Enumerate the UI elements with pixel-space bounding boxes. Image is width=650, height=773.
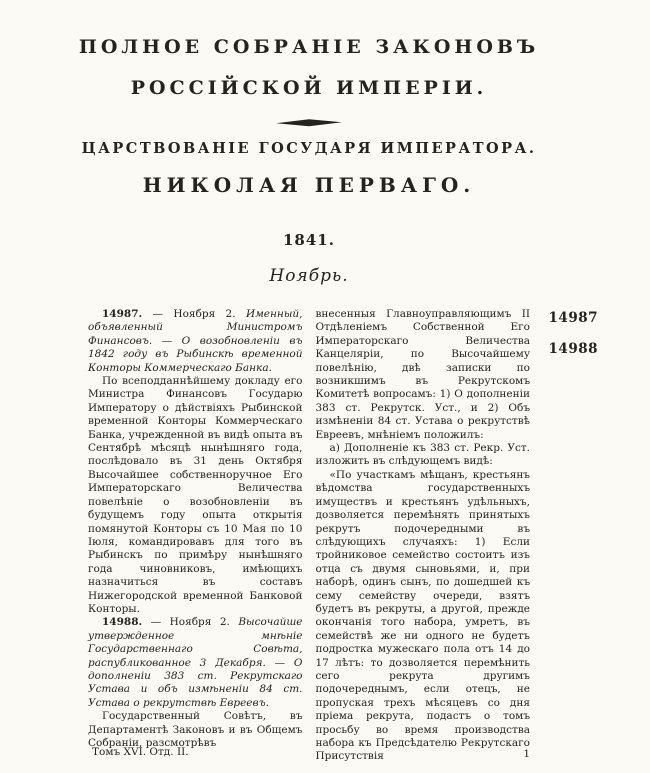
right-column	[316, 308, 531, 764]
emperor-name: НИКОЛАЯ ПЕРВАГО.	[142, 173, 476, 197]
entry-14988-quoted-text: «По участкамъ мѣщанъ, крестьянъ вѣдомства государственныхъ имуществъ и крестьянъ удѣльныхъ, дозволяется перемѣнять принятыхъ рекрутъ подочередными въ слѣдующихъ случаяхъ: 1) Если тройниковое семейство состоитъ изъ отца съ двумя сыновьями, и, при наборѣ, одинъ сынъ, по дошедшей къ сему семейству очереди, взятъ будетъ въ рекруты, а другой, прежде окончанія того набора, умретъ, въ семействѣ же ни одного не будетъ подростка мужескаго пола отъ 14 до 17 лѣтъ: то дозволяется перемѣнить сего рекрута другимъ подочереднымъ, если отецъ, не пропуская трехъ мѣсяцевъ со дня пріема рекрута, подастъ о томъ просьбу во время производства набора къ Предсѣдателю Рекрутскаго Присутствія	[315, 468, 530, 763]
entry-14987-number: 14987.	[102, 308, 143, 320]
entry-14988-number: 14988.	[102, 616, 143, 629]
page-number: 1	[523, 748, 530, 760]
left-column	[88, 308, 303, 764]
entry-14987-heading	[88, 308, 303, 375]
entry-14988-date: — Ноября 2.	[142, 616, 239, 629]
entry-14988-title: Высочайше утвержденное мнѣніе Государственнаго Совѣта, распубликованное 3 Декабря. — О дополненіи 383 ст. Рекрутскаго Устава и объ измѣненіи 84 ст. Устава о рекрутствѣ Евреевъ.	[88, 616, 303, 709]
collection-title-line1: ПОЛНОЕ СОБРАНІЕ ЗАКОНОВЪ	[78, 36, 540, 58]
year-heading: 1841.	[283, 231, 335, 249]
entry-14988-heading	[88, 616, 303, 710]
entry-14988-body-continued: внесенныя Главноуправляющимъ II Отдѣленіемъ Собственной Его Императорскаго Величества Канцеляріи, по Высочайшему повелѣнію, двѣ записки по возникшимъ въ Рекрутскомъ Комитетѣ вопросамъ: 1) О дополненіи 383 ст. Рекрутск. Уст., и 2) Объ измѣненіи 84 ст. Устава о рекрутствѣ Евреевъ, мнѣніемъ положилъ:	[315, 308, 530, 441]
month-heading: Ноябрь.	[269, 266, 349, 286]
ornamental-divider	[0, 112, 618, 131]
entry-14987-body: По всеподданнѣйшему докладу его Министра Финансовъ Государю Императору о дѣйствіяхъ Рыбинской временной Конторы Коммерческаго Банка, учрежденной въ видѣ опыта въ Сентябрѣ мѣсяцѣ нынѣшняго года, послѣдовало въ 31 день Октября Высочайшее собственноручное Его Императорскаго Величества повелѣніе о возобновленіи въ будущемъ году опыта открытія помянутой Конторы съ 10 Мая по 10 Іюля, командировавъ для того въ Рыбинскъ по примѣру нынѣшняго года чиновниковъ, имѣющихъ назначиться въ составъ Нижегородской временной Банковой Конторы.	[88, 375, 303, 615]
margin-number-14988: 14988	[548, 341, 598, 357]
text-columns	[88, 308, 530, 764]
volume-caption: Томъ XVI. Отд. II.	[92, 746, 189, 758]
collection-title-line2: РОССІЙСКОЙ ИМПЕРІИ.	[130, 77, 488, 99]
margin-number-14987: 14987	[548, 310, 598, 326]
reign-title: ЦАРСТВОВАНІЕ ГОСУДАРЯ ИМПЕРАТОРА.	[81, 140, 537, 157]
entry-14987-title: Именный, объявленный Министромъ Финансовъ. — О возобновленіи въ 1842 году въ Рыбинскѣ временной Конторы Коммерческаго Банка.	[88, 308, 303, 374]
entry-14988-clause-a: а) Дополненіе къ 383 ст. Рекр. Уст. изложить въ слѣдующемъ видѣ:	[315, 442, 530, 468]
entry-14988-body-start: Государственный Совѣтъ, въ Департаментѣ Законовъ и въ Общемъ Собраніи, разсмотрѣвъ	[88, 710, 303, 749]
entry-14987-date: — Ноября 2.	[142, 308, 246, 320]
